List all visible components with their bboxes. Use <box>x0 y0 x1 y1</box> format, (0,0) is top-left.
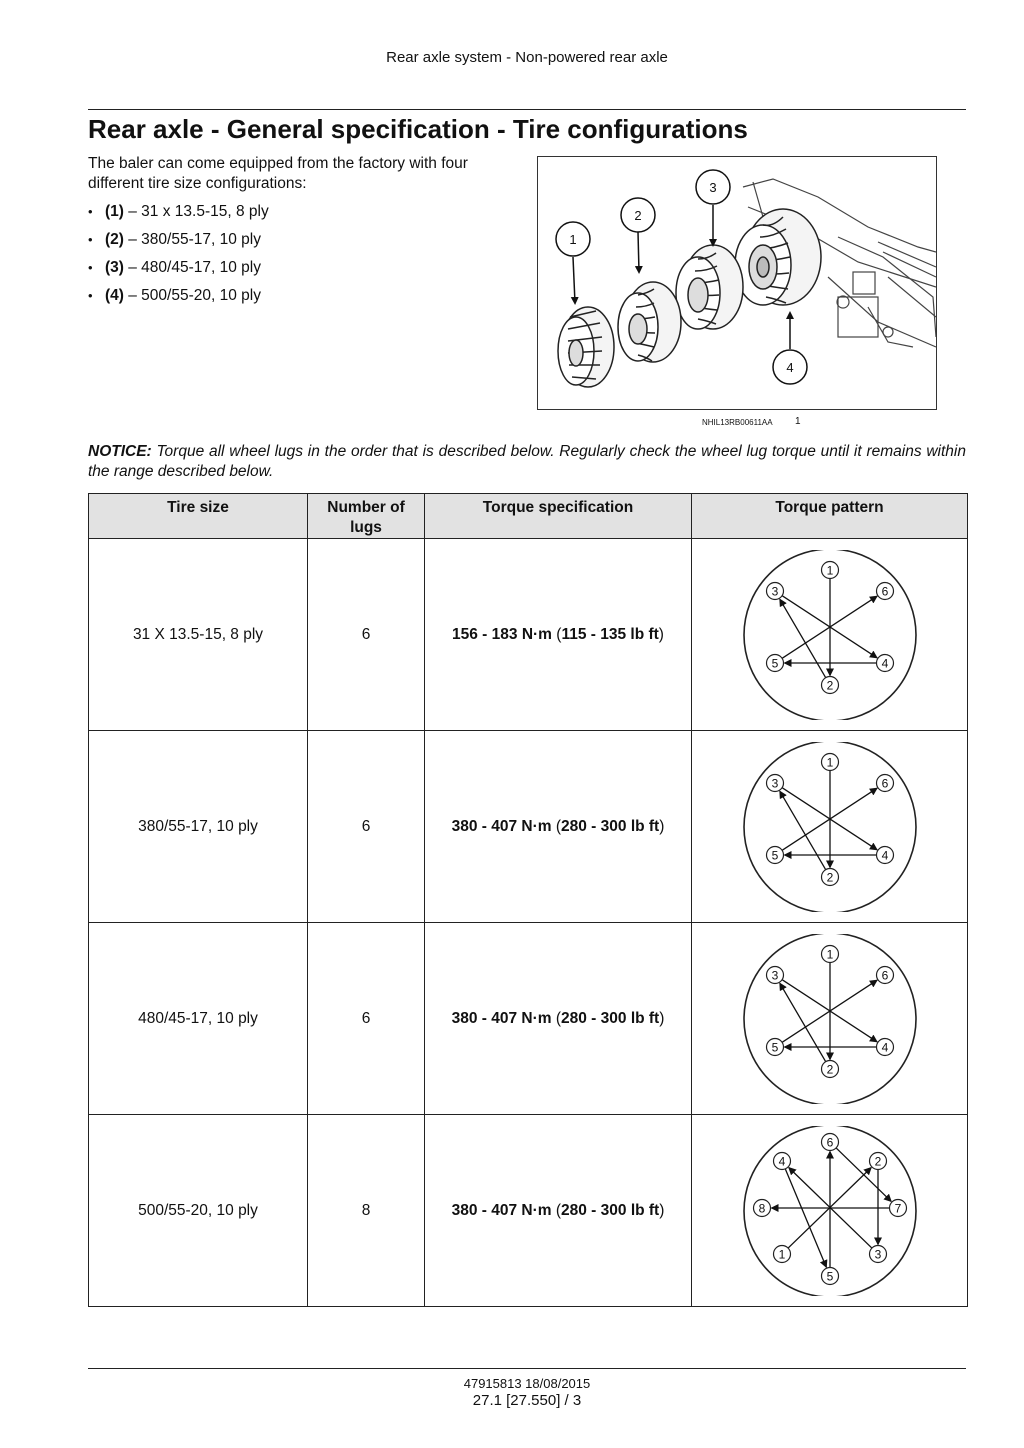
lug-label: 1 <box>826 947 833 961</box>
header-torque-specification: Torque specification <box>425 494 692 539</box>
header-torque-pattern: Torque pattern <box>692 494 968 539</box>
footer-rule <box>88 1368 966 1369</box>
paren: ( <box>551 817 562 835</box>
paren: ( <box>551 625 562 643</box>
torque-nm: 380 - 407 N·m <box>451 1201 552 1219</box>
tire-1 <box>558 307 614 387</box>
tire-drawing <box>538 157 937 410</box>
tire-size-cell: 500/55-20, 10 ply <box>89 1115 308 1307</box>
callout-label: 1 <box>569 232 577 247</box>
tire-config-list <box>88 202 269 314</box>
torque-lbft: 280 - 300 lb ft <box>561 1009 660 1027</box>
table-row <box>89 923 968 1115</box>
torque-cell <box>425 731 692 923</box>
paren: ( <box>551 1201 562 1219</box>
lug-label: 3 <box>771 584 778 598</box>
figure-code: NHIL13RB00611AA <box>702 418 773 427</box>
torque-nm: 380 - 407 N·m <box>451 1009 552 1027</box>
figure-number: 1 <box>795 416 801 427</box>
config-key: (1) <box>105 203 124 220</box>
torque-pattern-6-lug <box>740 934 920 1104</box>
lug-label: 4 <box>881 848 888 862</box>
lug-label: 2 <box>826 678 833 692</box>
lug-label: 3 <box>771 968 778 982</box>
lug-count-cell: 8 <box>308 1115 425 1307</box>
torque-pattern-8-lug <box>740 1126 920 1296</box>
table-row <box>89 539 968 731</box>
lug-label: 6 <box>881 776 888 790</box>
table-row <box>89 731 968 923</box>
lug-label: 6 <box>826 1135 833 1149</box>
list-item <box>88 286 269 314</box>
lug-label: 5 <box>771 848 778 862</box>
header-number-of-lugs: Number of lugs <box>308 494 425 539</box>
notice-label: NOTICE: <box>88 443 152 460</box>
lug-label: 2 <box>826 870 833 884</box>
list-item <box>88 230 269 258</box>
callout-label: 4 <box>786 360 794 375</box>
paren: ) <box>659 1201 665 1219</box>
paren: ) <box>659 1009 665 1027</box>
callout-label: 2 <box>634 208 642 223</box>
lug-label: 6 <box>881 968 888 982</box>
config-key: (2) <box>105 231 124 248</box>
lug-label: 5 <box>826 1269 833 1283</box>
torque-nm: 380 - 407 N·m <box>451 817 552 835</box>
footer-doc-id: 47915813 18/08/2015 <box>463 1376 591 1391</box>
section-title: Rear axle - General specification - Tire configurations <box>88 114 748 144</box>
lug-label: 1 <box>778 1247 785 1261</box>
torque-lbft: 280 - 300 lb ft <box>561 1201 660 1219</box>
lug-label: 1 <box>826 563 833 577</box>
list-item <box>88 258 269 286</box>
lug-label: 3 <box>874 1247 881 1261</box>
paren: ) <box>658 625 664 643</box>
intro-paragraph: The baler can come equipped from the factory with four different tire size configurations: <box>88 155 468 192</box>
config-text: – 500/55-20, 10 ply <box>123 287 261 304</box>
lug-count-cell: 6 <box>308 923 425 1115</box>
lug-label: 7 <box>894 1201 901 1215</box>
lug-label: 2 <box>874 1154 881 1168</box>
lug-label: 5 <box>771 656 778 670</box>
lug-count-cell: 6 <box>308 731 425 923</box>
table-header-row <box>89 494 968 539</box>
torque-cell <box>425 539 692 731</box>
callout-label: 3 <box>709 180 717 195</box>
tire-size-cell: 380/55-17, 10 ply <box>89 731 308 923</box>
lug-label: 3 <box>771 776 778 790</box>
lug-label: 1 <box>826 755 833 769</box>
lug-count-cell: 6 <box>308 539 425 731</box>
table-row <box>89 1115 968 1307</box>
config-text: – 380/55-17, 10 ply <box>123 231 261 248</box>
torque-cell <box>425 923 692 1115</box>
paren: ( <box>551 1009 562 1027</box>
config-text: – 31 x 13.5-15, 8 ply <box>123 203 269 220</box>
torque-lbft: 280 - 300 lb ft <box>561 817 660 835</box>
torque-pattern-cell <box>692 539 968 731</box>
lug-label: 6 <box>881 584 888 598</box>
running-header: Rear axle system - Non-powered rear axle <box>386 49 668 66</box>
lug-label: 5 <box>771 1040 778 1054</box>
notice-text: Torque all wheel lugs in the order that is described below. Regularly check the wheel lug torque until it remains within the range described below. <box>88 443 966 480</box>
lug-label: 2 <box>826 1062 833 1076</box>
header-rule <box>88 109 966 110</box>
tire-2 <box>618 282 681 362</box>
lug-label: 4 <box>881 1040 888 1054</box>
lug-label: 8 <box>758 1201 765 1215</box>
config-key: (4) <box>105 287 124 304</box>
torque-pattern-cell <box>692 1115 968 1307</box>
lug-label: 4 <box>778 1154 785 1168</box>
torque-pattern-cell <box>692 731 968 923</box>
torque-pattern-cell <box>692 923 968 1115</box>
torque-cell <box>425 1115 692 1307</box>
header-tire-size: Tire size <box>89 494 308 539</box>
footer-page-number: 27.1 [27.550] / 3 <box>472 1392 582 1409</box>
torque-nm: 156 - 183 N·m <box>452 625 552 643</box>
lug-label: 4 <box>881 656 888 670</box>
paren: ) <box>659 817 665 835</box>
tire-4 <box>735 209 821 305</box>
torque-pattern-6-lug <box>740 550 920 720</box>
torque-pattern-6-lug <box>740 742 920 912</box>
tire-3 <box>676 245 743 329</box>
tire-size-cell: 31 X 13.5-15, 8 ply <box>89 539 308 731</box>
config-text: – 480/45-17, 10 ply <box>123 259 261 276</box>
tire-size-cell: 480/45-17, 10 ply <box>89 923 308 1115</box>
list-item <box>88 202 269 230</box>
tire-illustration <box>537 156 937 410</box>
config-key: (3) <box>105 259 124 276</box>
notice-paragraph <box>88 442 966 482</box>
torque-lbft: 115 - 135 lb ft <box>561 625 659 643</box>
tire-spec-table <box>88 493 968 1307</box>
